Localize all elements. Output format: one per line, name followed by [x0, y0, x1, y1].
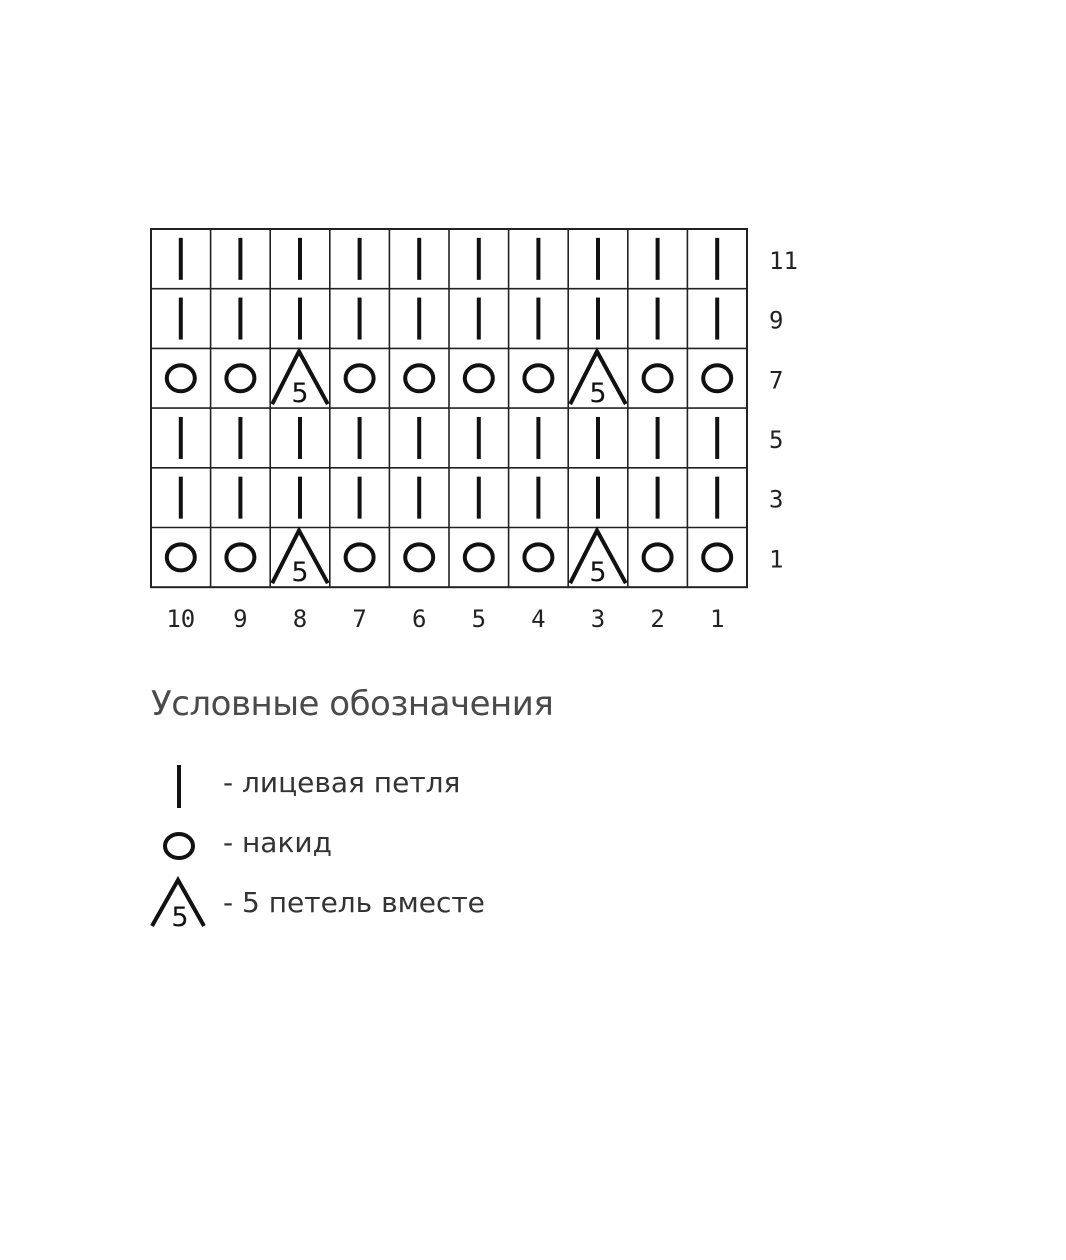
row-number-label: 5	[769, 425, 784, 454]
yarn-over-mark	[644, 365, 672, 391]
five-together-mark-count: 5	[291, 557, 309, 589]
yarn-over-mark	[405, 544, 433, 570]
yarn-over-mark	[226, 365, 254, 391]
row-number-label: 9	[769, 306, 784, 335]
yarn-over-mark	[167, 544, 195, 570]
row-number-label: 1	[769, 545, 784, 574]
column-number-label: 6	[411, 605, 427, 634]
column-number-label: 3	[590, 605, 606, 634]
yarn-over-mark	[465, 544, 493, 570]
legend-item-knit	[145, 756, 705, 812]
yarn-over-icon	[145, 816, 215, 872]
column-number-label: 5	[471, 605, 487, 634]
legend-item-yarn-over	[145, 816, 705, 872]
yarn-over-mark	[346, 365, 374, 391]
row-number-label: 7	[769, 366, 784, 395]
five-together-icon	[145, 876, 215, 932]
yarn-over-mark	[226, 544, 254, 570]
column-number-label: 2	[650, 605, 665, 634]
five-together-mark-count: 5	[589, 378, 607, 410]
yarn-over-mark	[703, 544, 731, 570]
column-number-label: 4	[531, 605, 546, 634]
column-number-label: 10	[166, 605, 196, 634]
yarn-over-mark	[465, 365, 493, 391]
column-number-label: 1	[709, 605, 725, 634]
column-number-label: 8	[292, 605, 308, 634]
yarn-over-mark	[644, 544, 672, 570]
legend-item-yarn-over-label: - накид	[223, 826, 332, 859]
column-number-label: 7	[352, 605, 367, 634]
row-number-label: 3	[769, 485, 784, 514]
knit-stitch-icon	[145, 756, 215, 812]
yarn-over-mark	[703, 365, 731, 391]
row-number-label: 11	[769, 246, 798, 275]
five-together-mark-count: 5	[291, 378, 309, 410]
legend-item-five-together	[145, 876, 705, 932]
five-together-mark-count: 5	[589, 557, 607, 589]
yarn-over-mark	[167, 365, 195, 391]
legend-item-knit-label: - лицевая петля	[223, 766, 461, 799]
yarn-over-mark	[405, 365, 433, 391]
legend-item-five-together-label: - 5 петель вместе	[223, 886, 485, 919]
yarn-over-mark	[524, 544, 552, 570]
five-together-icon-count: 5	[171, 902, 189, 932]
column-number-label: 9	[233, 605, 248, 634]
yarn-over-mark	[346, 544, 374, 570]
legend-title: Условные обозначения	[151, 684, 554, 724]
yarn-over-mark	[524, 365, 552, 391]
